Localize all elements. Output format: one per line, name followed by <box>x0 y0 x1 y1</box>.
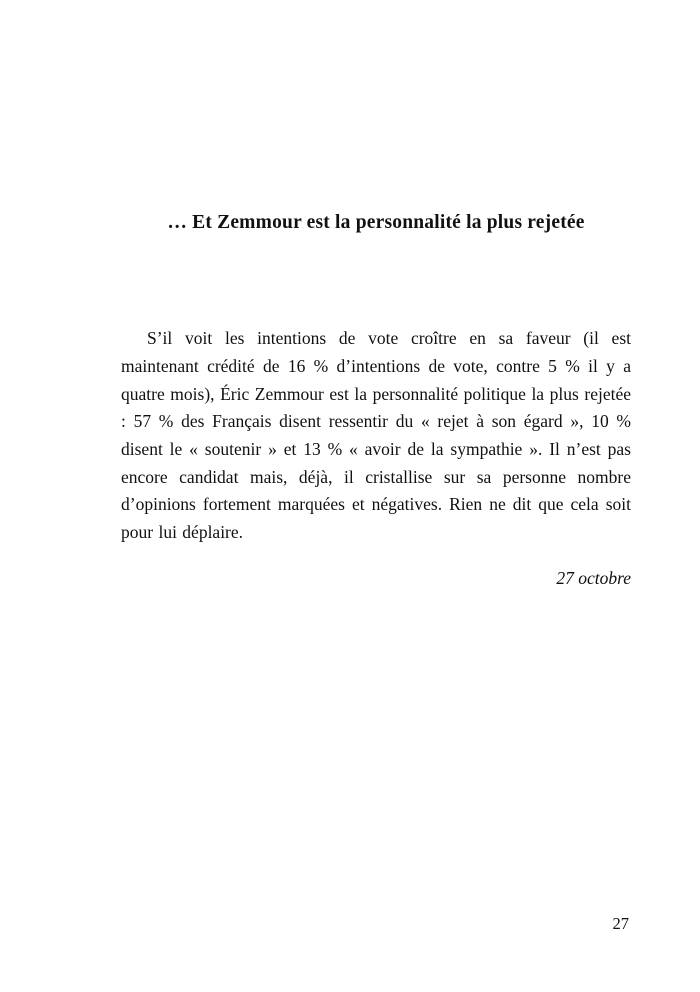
page-content <box>121 0 631 589</box>
date-line: 27 octobre <box>556 568 631 589</box>
chapter-title: … Et Zemmour est la personnalité la plus rejetée <box>167 212 585 233</box>
page-number: 27 <box>612 914 629 933</box>
body-paragraph: S’il voit les intentions de vote croître en sa faveur (il est maintenant crédité de 16 % d’intentions de vote, contre 5 % il y a quatre mois), Éric Zemmour est la personnalité politique la plus rejetée : 57 % des Français disent ressentir du « rejet à son égard », 10 % disent le « soutenir » et 13 % « avoir de la sympathie ». Il n’est pas encore candidat mais, déjà, il cristallise sur sa personne nombre d’opinions fortement marquées et négatives. Rien ne dit que cela soit pour lui déplaire. <box>121 328 631 542</box>
